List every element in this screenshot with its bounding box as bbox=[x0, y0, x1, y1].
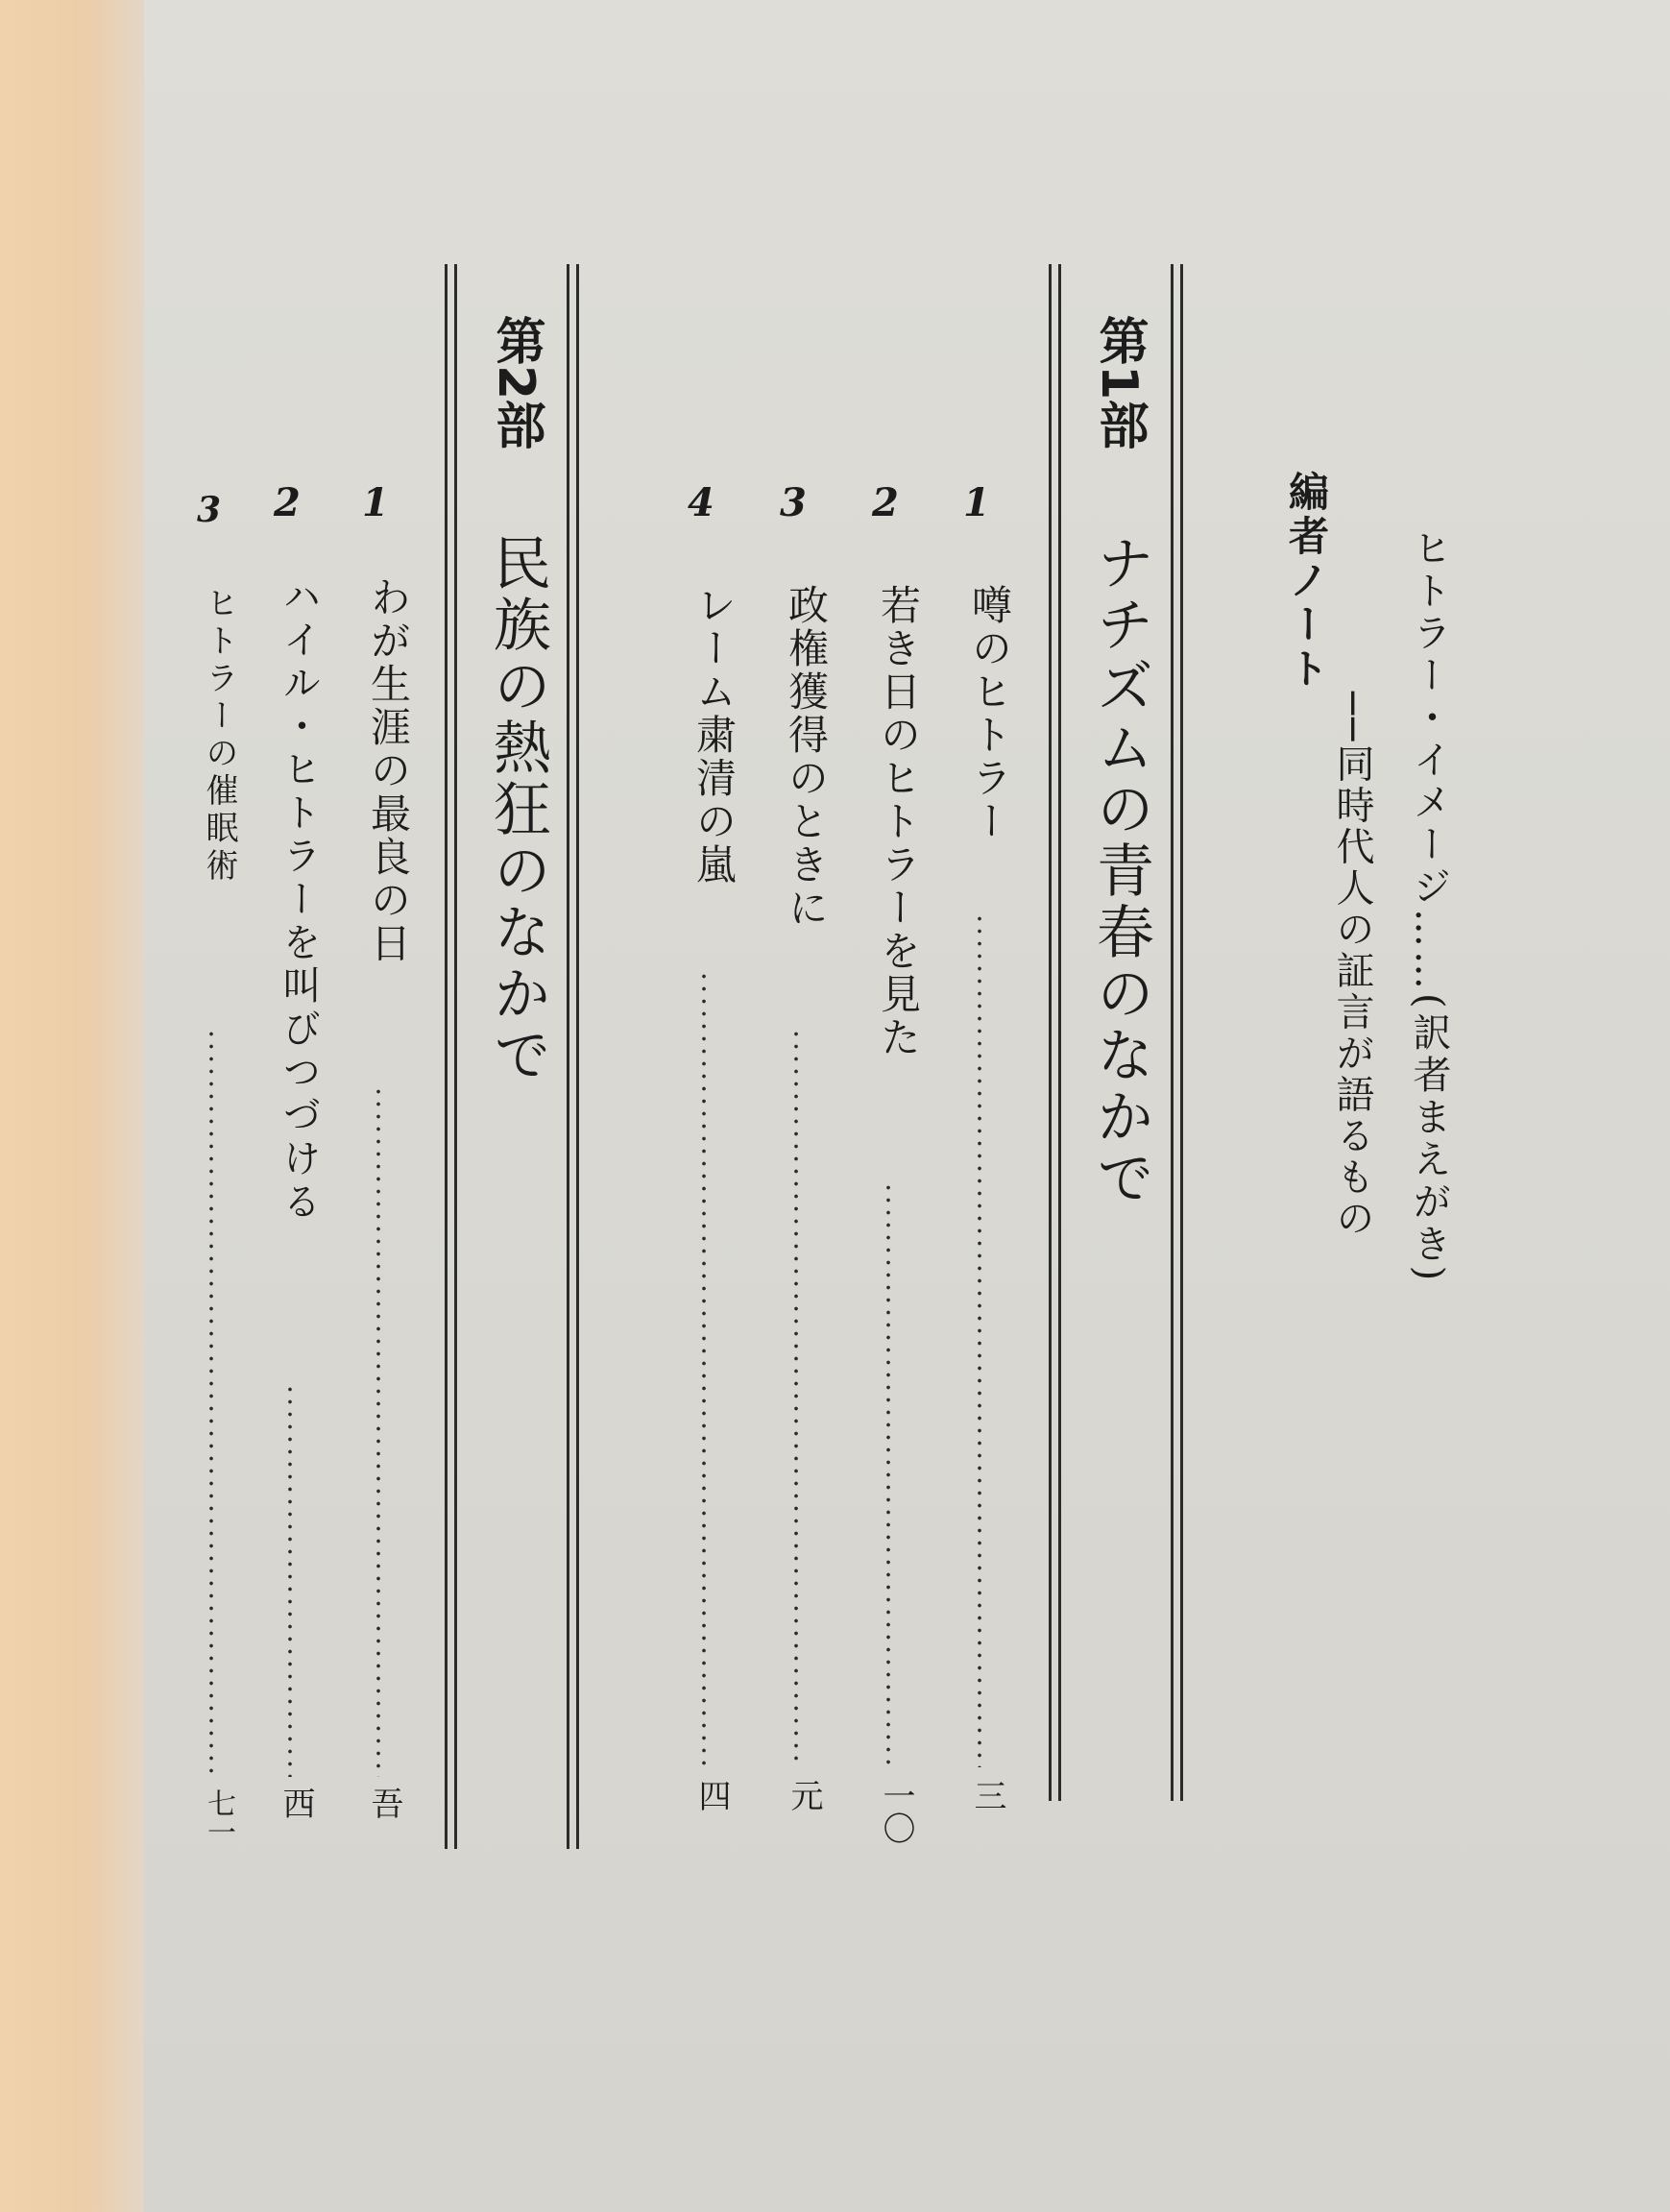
page-number: 一〇 bbox=[877, 1779, 915, 1844]
part2-label: 第2部 bbox=[487, 315, 545, 450]
chapter-number: 3 bbox=[197, 490, 222, 530]
chapter-number: 2 bbox=[274, 480, 301, 525]
dot-leader bbox=[209, 1028, 213, 1777]
dot-leader bbox=[376, 1085, 380, 1777]
dot-leader bbox=[886, 1181, 890, 1767]
part1-label: 第1部 bbox=[1090, 315, 1148, 450]
preface-leader: …… bbox=[1407, 909, 1451, 993]
chapter-title: ハイル・ヒトラーを叫びつづける bbox=[277, 576, 321, 1225]
part1-title: ナチズムの青春のなかで bbox=[1087, 533, 1154, 1209]
chapter-title: 若き日のヒトラーを見た bbox=[875, 584, 922, 1059]
chapter-number: 1 bbox=[963, 480, 990, 525]
part1-left-rule bbox=[1049, 264, 1061, 1801]
preface-entry bbox=[1402, 528, 1457, 1284]
page-number: 吾 bbox=[365, 1787, 403, 1819]
part2-left-rule bbox=[445, 264, 457, 1849]
chapter-number: 1 bbox=[362, 480, 389, 525]
dot-leader bbox=[978, 912, 981, 1767]
chapter-number: 4 bbox=[688, 480, 714, 525]
editor-note: 編者ノート bbox=[1283, 471, 1330, 692]
page-number: 西 bbox=[277, 1787, 315, 1819]
dot-leader bbox=[288, 1383, 292, 1777]
preface-title: ヒトラー・イメージ bbox=[1407, 528, 1451, 909]
chapter-title: ヒトラーの催眠術 bbox=[200, 586, 238, 886]
part2-right-rule bbox=[567, 264, 579, 1849]
book-spine-edge bbox=[0, 0, 144, 2212]
part2-title: 民族の熱狂のなかで bbox=[484, 533, 551, 1086]
page-number: 元 bbox=[785, 1779, 823, 1811]
chapter-title: 噂のヒトラー bbox=[966, 584, 1013, 843]
dot-leader bbox=[702, 970, 706, 1767]
preface-subtitle: ──同時代人の証言が語るもの bbox=[1330, 692, 1374, 1240]
chapter-title: わが生涯の最良の日 bbox=[365, 576, 412, 965]
dot-leader bbox=[794, 1028, 798, 1767]
preface-note: (訳者まえがき) bbox=[1407, 993, 1451, 1285]
page-number: 四 bbox=[692, 1779, 731, 1811]
page-number: 三 bbox=[968, 1779, 1006, 1811]
chapter-title: レーム粛清の嵐 bbox=[690, 584, 738, 887]
part1-right-rule bbox=[1171, 264, 1183, 1801]
chapter-title: 政権獲得のときに bbox=[783, 584, 830, 930]
page-number: 七一 bbox=[202, 1788, 235, 1846]
chapter-number: 3 bbox=[780, 480, 807, 525]
chapter-number: 2 bbox=[872, 480, 899, 525]
